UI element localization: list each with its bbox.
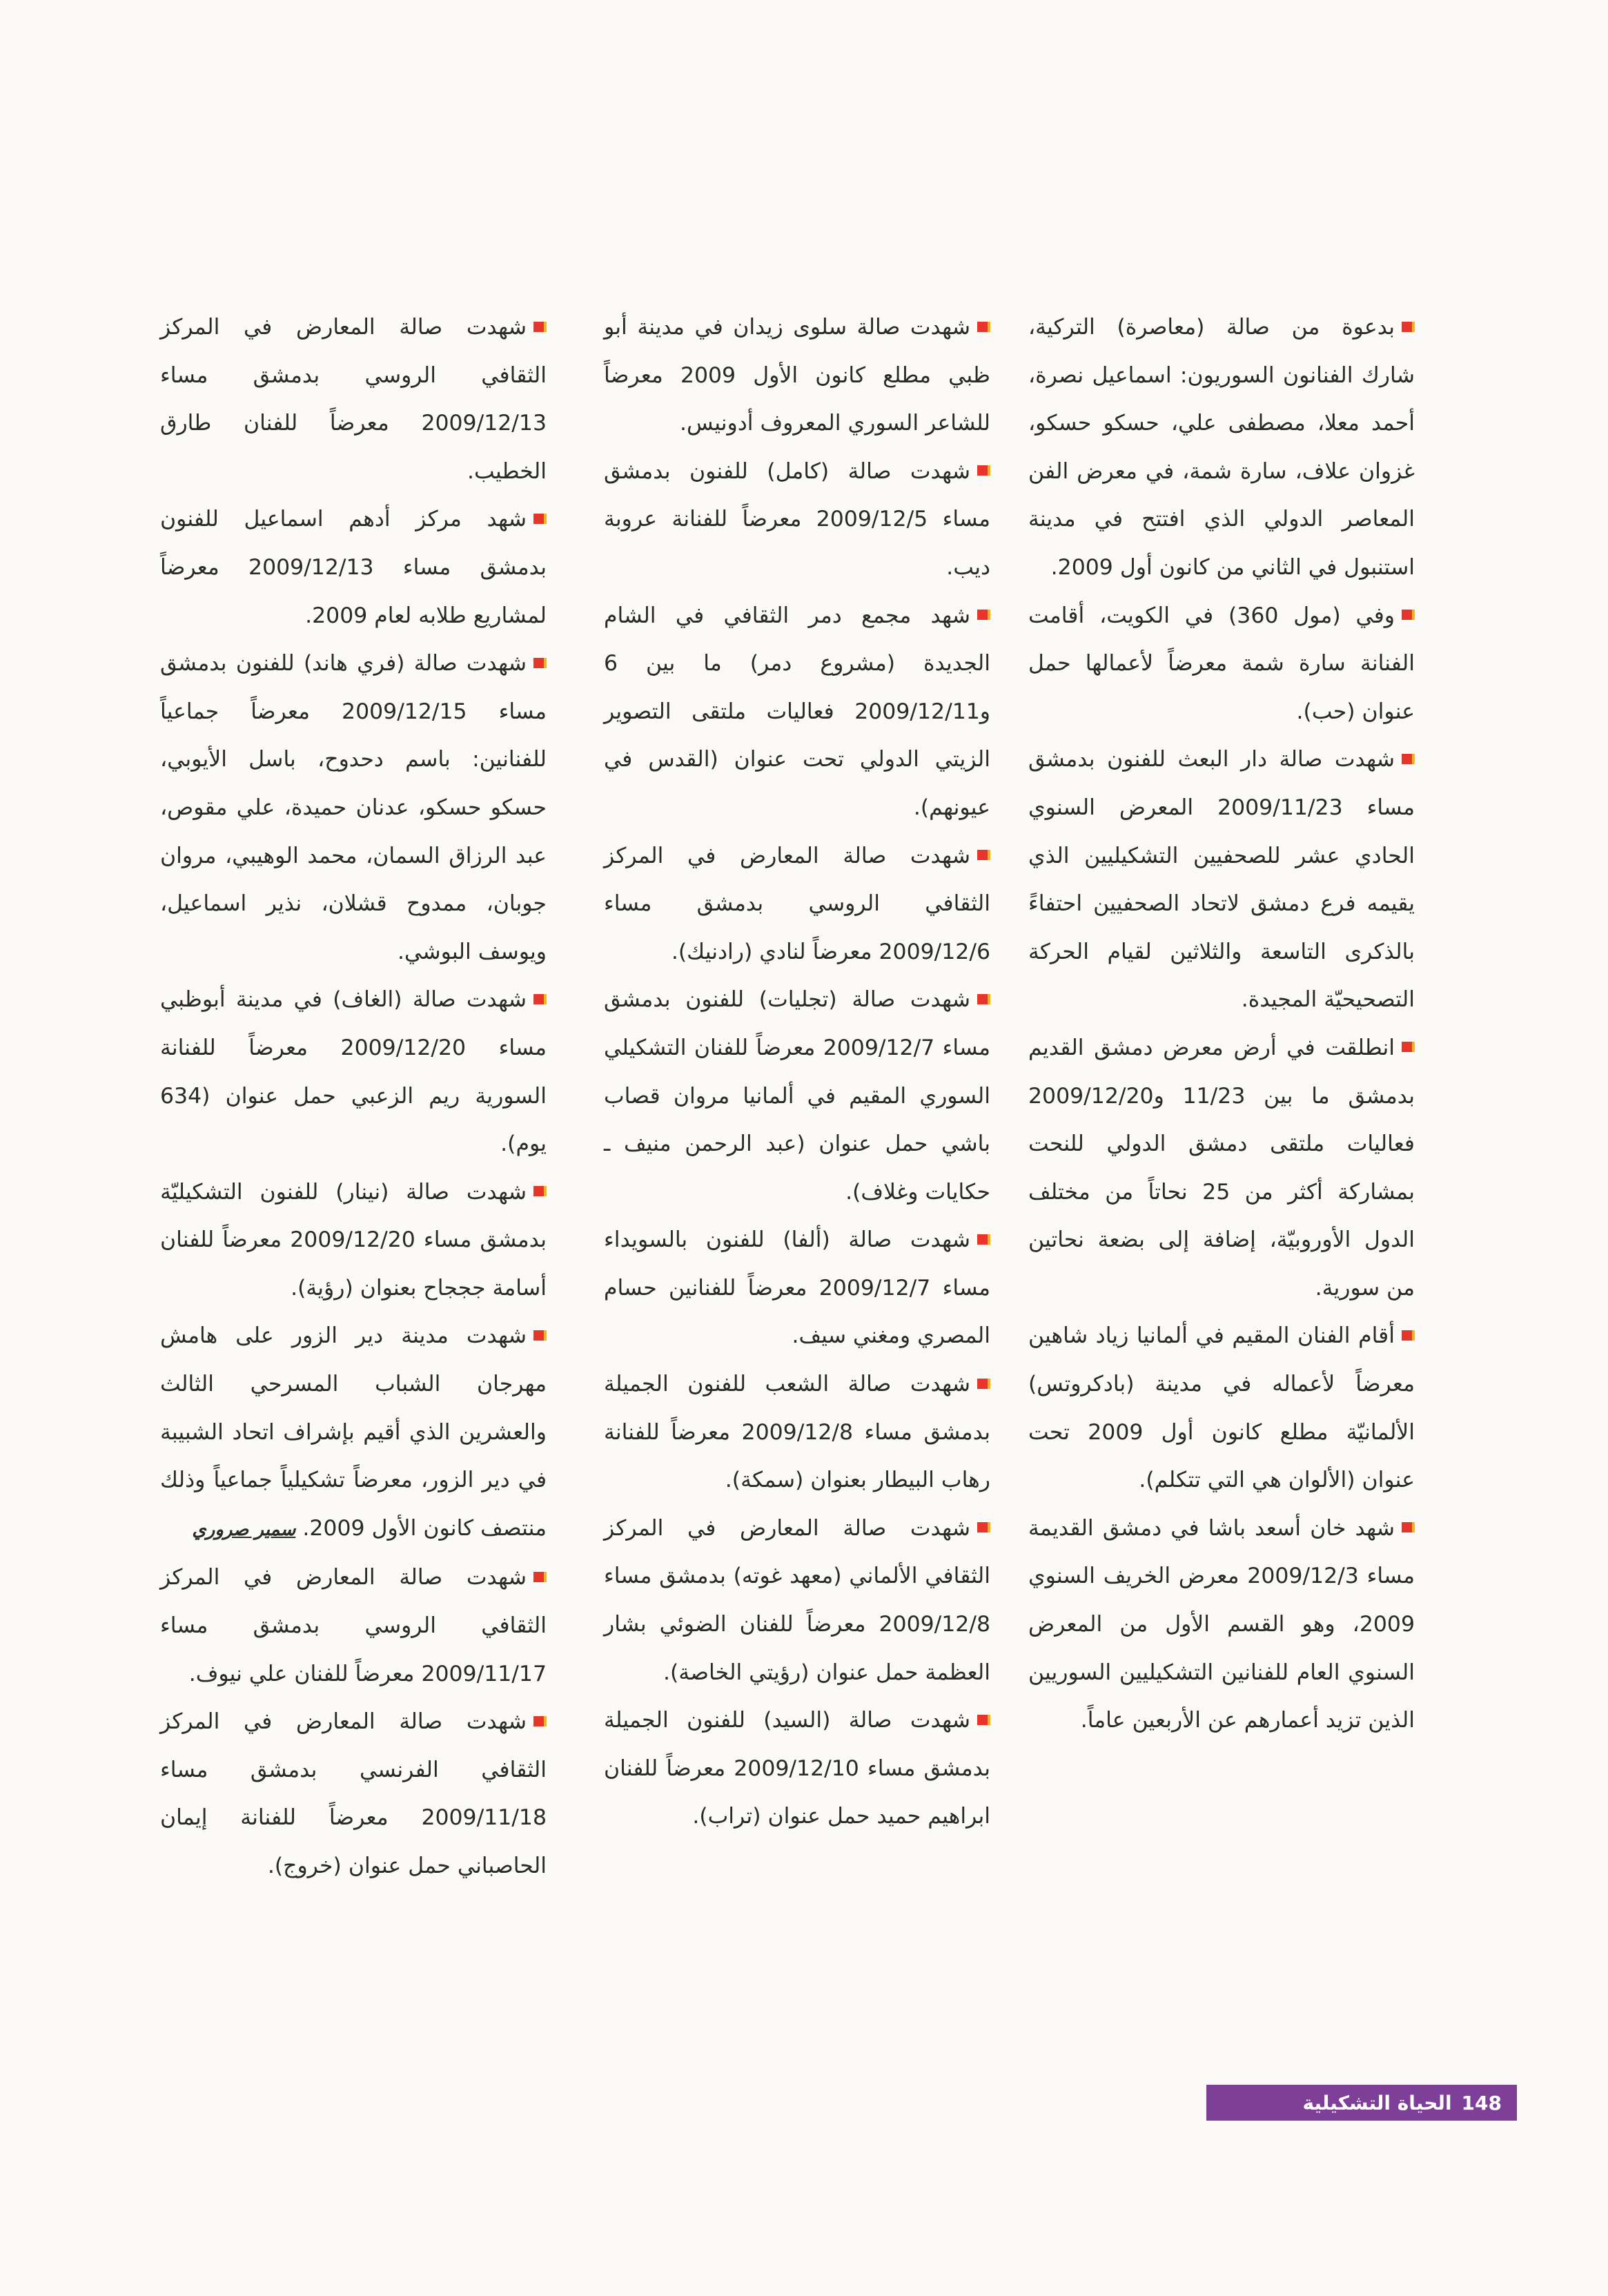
square-bullet-icon (1402, 610, 1415, 620)
square-bullet-icon (977, 322, 990, 332)
square-bullet-icon (1402, 754, 1415, 764)
square-bullet-icon (533, 1572, 547, 1582)
news-item-text: شهدت صالة (نينار) للفنون التشكيليّة بدمشق مساء 2009/12/20 معرضاً للفنان أسامة جججاح بعنوان (رؤية). (160, 1179, 547, 1301)
square-bullet-icon (1402, 1522, 1415, 1533)
news-item (604, 1505, 990, 1697)
square-bullet-icon (533, 994, 547, 1004)
news-item-text: شهد مجمع دمر الثقافي في الشام الجديدة (مشروع دمر) ما بين 6 و2009/12/11 فعاليات ملتقى التصوير الزيتي الدولي تحت عنوان (القدس في عيونهم). (604, 603, 990, 820)
square-bullet-icon (977, 1234, 990, 1245)
news-item (604, 976, 990, 1216)
square-bullet-icon (977, 465, 990, 476)
news-item (604, 1697, 990, 1841)
news-item-text: شهدت صالة (فري هاند) للفنون بدمشق مساء 2009/12/15 معرضاً جماعياً للفنانين: باسم دحدوح، باسل الأيوبي، حسكو حسكو، عدنان حميدة، علي مقوص، عبد الرزاق السمان، محمد الوهيبي، مروان جوبان، ممدوح قشلان، نذير اسماعيل، ويوسف البوشي. (160, 651, 547, 964)
magazine-title: الحياة التشكيلية (1302, 2091, 1452, 2114)
news-item (1028, 592, 1415, 737)
news-item (1028, 1505, 1415, 1745)
news-item (160, 1312, 547, 1554)
news-item-text: شهدت صالة (تجليات) للفنون بدمشق مساء 2009/12/7 معرضاً للفنان التشكيلي السوري المقيم في ألمانيا مروان قصاب باشي حمل عنوان (عبد الرحمن منيف ـ حكايات وغلاف). (604, 987, 990, 1205)
news-item (604, 592, 990, 833)
news-item (160, 1698, 547, 1890)
news-item (160, 976, 547, 1168)
square-bullet-icon (1402, 1330, 1415, 1341)
column-right (1028, 304, 1415, 1745)
news-item (160, 640, 547, 976)
news-item-text: شهدت صالة سلوى زيدان في مدينة أبو ظبي مطلع كانون الأول 2009 معرضاً للشاعر السوري المعروف أدونيس. (604, 315, 990, 436)
column-left (160, 304, 547, 1891)
news-item (160, 304, 547, 496)
square-bullet-icon (977, 610, 990, 620)
news-item-text: أقام الفنان المقيم في ألمانيا زياد شاهين معرضاً لأعماله في مدينة (بادكروتس) الألمانيّة مطلع كانون أول 2009 تحت عنوان (الألوان هي التي تتكلم). (1028, 1323, 1415, 1493)
news-item-text: شهدت صالة (كامل) للفنون بدمشق مساء 2009/12/5 معرضاً للفنانة عروبة ديب. (604, 458, 990, 580)
news-item (604, 448, 990, 592)
news-item-text: شهدت صالة المعارض في المركز الثقافي الروسي بدمشق مساء 2009/12/6 معرضاً لنادي (رادنيك). (604, 843, 990, 964)
square-bullet-icon (977, 1715, 990, 1725)
news-item-text: شهدت صالة المعارض في المركز الثقافي الروسي بدمشق مساء 2009/11/17 معرضاً للفنان علي نيوف. (160, 1565, 547, 1686)
square-bullet-icon (533, 658, 547, 668)
news-item-text: شهدت صالة المعارض في المركز الثقافي الألماني (معهد غوته) بدمشق مساء 2009/12/8 معرضاً للفنان الضوئي بشار العظمة حمل عنوان (رؤيتي الخاصة). (604, 1515, 990, 1685)
news-item-text: بدعوة من صالة (معاصرة) التركية، شارك الفنانون السوريون: اسماعيل نصرة، أحمد معلا، مصطفى علي، حسكو حسكو، غزوان علاف، سارة شمة، في معرض الفن المعاصر الدولي الذي افتتح في مدينة استنبول في الثاني من كانون أول 2009. (1028, 315, 1415, 580)
news-item-text: شهدت صالة الشعب للفنون الجميلة بدمشق مساء 2009/12/8 معرضاً للفنانة رهاب البيطار بعنوان (سمكة). (604, 1372, 990, 1493)
square-bullet-icon (533, 1186, 547, 1196)
news-item (160, 496, 547, 640)
square-bullet-icon (977, 850, 990, 860)
square-bullet-icon (533, 514, 547, 524)
news-item-text: شهدت صالة المعارض في المركز الثقافي الروسي بدمشق مساء 2009/12/13 معرضاً للفنان طارق الخطيب. (160, 315, 547, 484)
square-bullet-icon (533, 1330, 547, 1341)
news-item-text: شهدت صالة المعارض في المركز الثقافي الفرنسي بدمشق مساء 2009/11/18 معرضاً للفنانة إيمان الحاصباني حمل عنوان (خروج). (160, 1709, 547, 1878)
news-item-text: انطلقت في أرض معرض دمشق القديم بدمشق ما بين 11/23 و2009/12/20 فعاليات ملتقى دمشق الدولي للنحت بمشاركة أكثر من 25 نحاتاً من مختلف الدول الأوروبيّة، إضافة إلى بضعة نحاتين من سورية. (1028, 1035, 1415, 1301)
author-signature: سمير صروري (192, 1519, 296, 1540)
news-item (160, 1169, 547, 1313)
column-middle (604, 304, 990, 1841)
news-item-text: وفي (مول 360) في الكويت، أقامت الفنانة سارة شمة معرضاً لأعمالها حمل عنوان (حب). (1028, 603, 1415, 724)
news-item-text: شهدت صالة (السيد) للفنون الجميلة بدمشق مساء 2009/12/10 معرضاً للفنان ابراهيم حميد حمل عنوان (تراب). (604, 1708, 990, 1829)
news-item (604, 304, 990, 448)
news-item-text: شهدت صالة (ألفا) للفنون بالسويداء مساء 2009/12/7 معرضاً للفنانين حسام المصري ومغني سيف. (604, 1227, 990, 1349)
square-bullet-icon (977, 1379, 990, 1389)
square-bullet-icon (1402, 1042, 1415, 1052)
news-item (1028, 304, 1415, 592)
square-bullet-icon (1402, 322, 1415, 332)
square-bullet-icon (533, 1716, 547, 1726)
page-number: 148 (1461, 2091, 1502, 2114)
news-item (1028, 1312, 1415, 1504)
news-item-text: شهدت صالة دار البعث للفنون بدمشق مساء 2009/11/23 المعرض السنوي الحادي عشر للصحفيين التشكيليين الذي يقيمه فرع دمشق لاتحاد الصحفيين احتفاءً بالذكرى التاسعة والثلاثين لقيام الحركة التصحيحيّة المجيدة. (1028, 747, 1415, 1013)
square-bullet-icon (977, 994, 990, 1004)
news-item (604, 833, 990, 977)
news-item-text: شهدت مدينة دير الزور على هامش مهرجان الشباب المسرحي الثالث والعشرين الذي أقيم بإشراف اتحاد الشبيبة في دير الزور، معرضاً تشكيلياً جماعياً وذلك منتصف كانون الأول 2009. (160, 1323, 547, 1541)
news-item (1028, 1024, 1415, 1313)
footer-bar (1206, 2085, 1517, 2121)
news-item-text: شهد خان أسعد باشا في دمشق القديمة مساء 2009/12/3 معرض الخريف السنوي 2009، وهو القسم الأول من المعرض السنوي العام للفنانين التشكيليين السوريين الذين تزيد أعمارهم عن الأربعين عاماً. (1028, 1515, 1415, 1733)
square-bullet-icon (533, 322, 547, 332)
news-item (1028, 736, 1415, 1024)
square-bullet-icon (977, 1522, 990, 1533)
news-item (160, 1554, 547, 1698)
news-item (604, 1361, 990, 1505)
news-item-text: شهد مركز أدهم اسماعيل للفنون بدمشق مساء 2009/12/13 معرضاً لمشاريع طلابه لعام 2009. (160, 507, 547, 628)
news-item (604, 1216, 990, 1361)
news-item-text: شهدت صالة (الغاف) في مدينة أبوظبي مساء 2009/12/20 معرضاً للفنانة السورية ريم الزعبي حمل عنوان (634 يوم). (160, 987, 547, 1157)
